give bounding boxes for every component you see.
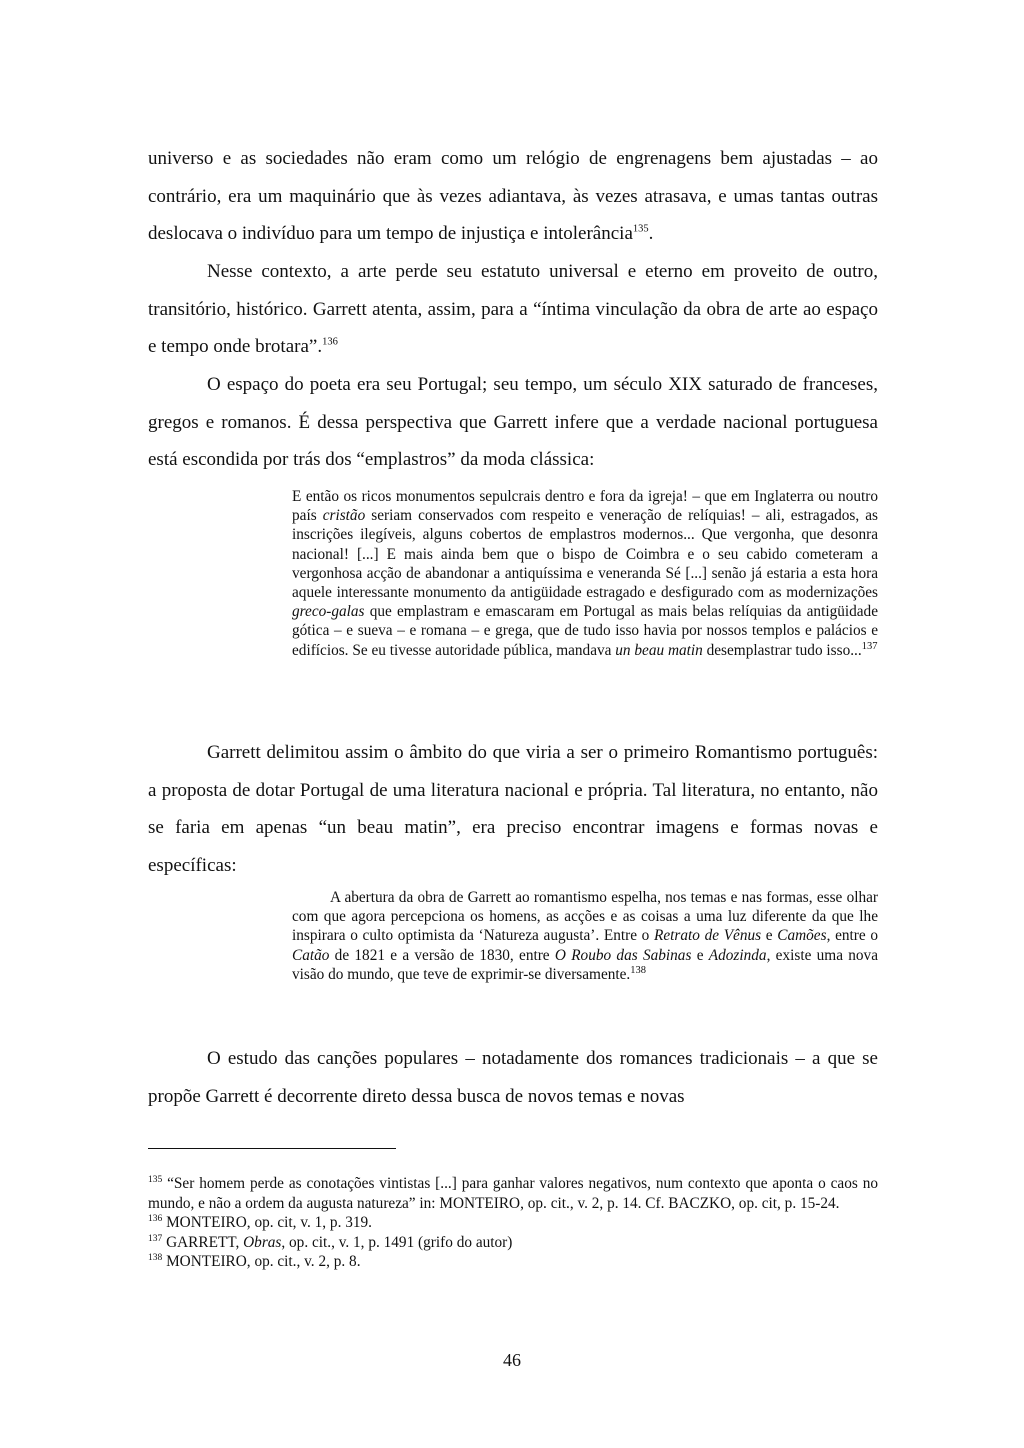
- footnote-ref-138[interactable]: 138: [630, 964, 646, 976]
- block-quote-1: E então os ricos monumentos sepulcrais dentro e fora da igreja! – que em Inglaterra ou noutro país cristão seriam conservados com respeito e veneração de relíquias! – ali, estragados, as inscrições ilegíveis, alguns cobertos de emplastros modernos... Que vergonha, que desonra nacional! [...] E mais ainda bem que o bispo de Coimbra e o seu cabido cometeram a vergonhosa acção de abandonar a antiquíssima e veneranda Sé [...] senão já estaria a esta hora aquele interessante monumento da antigüidade estragado e desfigurado com as modernizações greco-galas que emplastram e emascaram em Portugal as mais belas relíquias da antigüidade gótica – e sueva – e romana – e grega, que de tudo isso havia por nossos templos e palácios e edifícios. Se eu tivesse autoridade pública, mandava un beau matin desemplastrar tudo isso...$^{137}$: [292, 488, 878, 659]
- footnote-ref-137[interactable]: 137: [861, 640, 878, 652]
- block-quote-2: A abertura da obra de Garrett ao romantismo espelha, nos temas e nas formas, esse olhar com que agora percepciona os homens, as acções e as coisas a uma luz diferente da que lhe inspirara o culto optimista da ‘Natureza augusta’. Entre o Retrato de Vênus e Camões, entre o Catão de 1821 e a versão de 1830, entre O Roubo das Sabinas e Adozinda, existe uma nova visão do mundo, que teve de exprimir-se diversamente.$^{138}$: [292, 889, 878, 983]
- footnote-138: $^{138}$ MONTEIRO, op. cit., v. 2, p. 8.: [148, 1253, 361, 1271]
- footnote-135: $^{135}$ “Ser homem perde as conotações vintistas [...] para ganhar valores negativos, num contexto que aponta o caos no mundo, e não a ordem da augusta natureza” in: MONTEIRO, op. cit., v. 2, p. 14. Cf. BACZKO, op. cit, p. 15-24.: [148, 1174, 878, 1212]
- footnote-separator: [148, 1148, 396, 1149]
- footnote-ref-136[interactable]: 136: [322, 336, 338, 348]
- page-number: 46: [503, 1350, 521, 1370]
- body-paragraph-3: O espaço do poeta era seu Portugal; seu tempo, um século XIX saturado de franceses, gregos e romanos. É dessa perspectiva que Garrett infere que a verdade nacional portuguesa está escondida por trás dos “emplastros” da moda clássica:: [148, 374, 878, 470]
- body-paragraph-5: O estudo das canções populares – notadamente dos romances tradicionais – a que se propõe Garrett é decorrente direto dessa busca de novos temas e novas: [148, 1048, 878, 1107]
- body-paragraph-2: Nesse contexto, a arte perde seu estatuto universal e eterno em proveito de outro, transitório, histórico. Garrett atenta, assim, para a “íntima vinculação da obra de arte ao espaço e tempo onde brotara”.$^{136}$: [148, 261, 878, 357]
- footnote-136: $^{136}$ MONTEIRO, op. cit, v. 1, p. 319.: [148, 1214, 372, 1232]
- footnotes: [148, 1174, 878, 1272]
- body-paragraph-4: Garrett delimitou assim o âmbito do que viria a ser o primeiro Romantismo português: a proposta de dotar Portugal de uma literatura nacional e própria. Tal literatura, no entanto, não se faria em apenas “un beau matin”, era preciso encontrar imagens e formas novas e específicas:: [148, 742, 878, 876]
- body-paragraph-1: universo e as sociedades não eram como um relógio de engrenagens bem ajustadas – ao contrário, era um maquinário que às vezes adiantava, às vezes atrasava, e umas tantas outras deslocava o indivíduo para um tempo de injustiça e intolerância$^{135}$.: [148, 148, 878, 244]
- footnote-ref-135[interactable]: 135: [632, 223, 649, 235]
- footnote-137: $^{137}$ GARRETT, Obras, op. cit., v. 1, p. 1491 (grifo do autor): [148, 1233, 513, 1251]
